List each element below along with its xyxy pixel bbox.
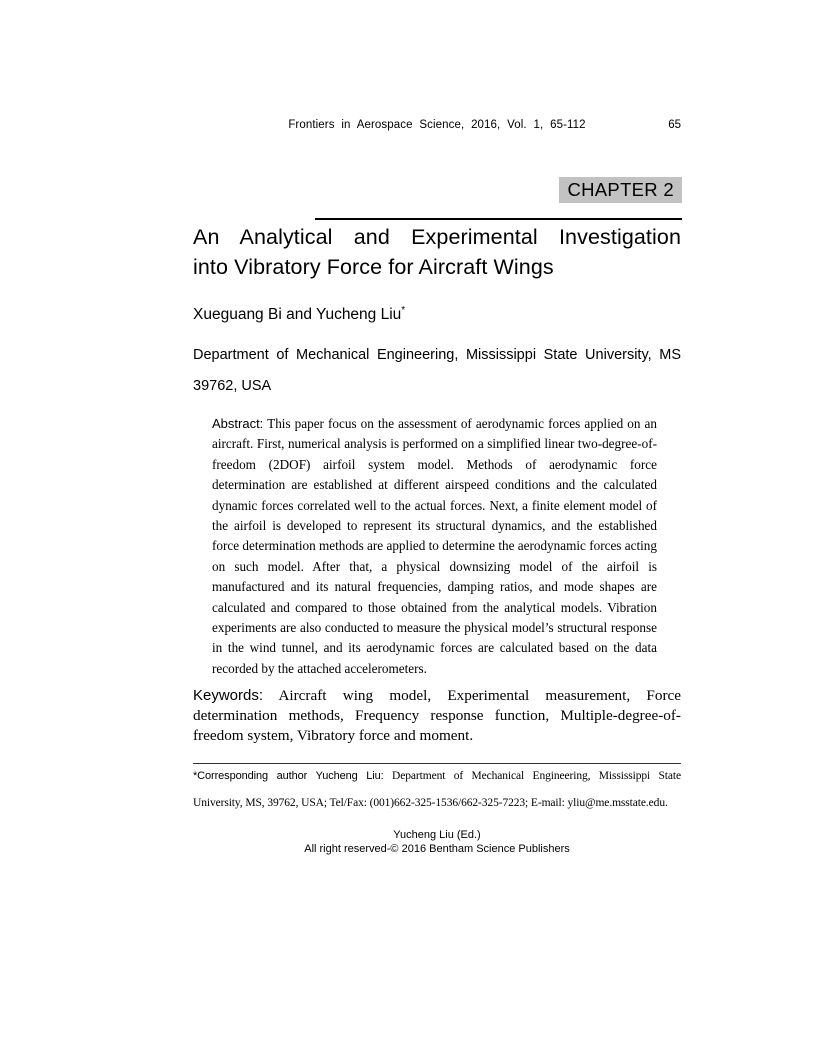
affiliation-line-2: 39762, USA <box>193 378 272 394</box>
book-footer <box>193 829 681 856</box>
author-names: Xueguang Bi and Yucheng Liu <box>193 306 402 323</box>
page-number: 65 <box>668 119 681 131</box>
chapter-badge: CHAPTER 2 <box>559 177 682 203</box>
abstract-label: Abstract: <box>212 416 264 431</box>
abstract-paragraph <box>212 414 657 679</box>
editor-line: Yucheng Liu (Ed.) <box>393 829 481 841</box>
affiliation <box>193 340 681 402</box>
copyright-line: All right reserved-© 2016 Bentham Science Publishers <box>304 842 570 855</box>
abstract-text: This paper focus on the assessment of aerodynamic forces applied on an aircraft. First, numerical analysis is performed on a simplified linear two-degree-of-freedom (2DOF) airfoil system model. Methods of aerodynamic force determination are established at different airspeed conditions and the calculated dynamic forces correlated well to the actual forces. Next, a finite element model of the airfoil is developed to represent its structural dynamics, and the established force determination methods are applied to determine the aerodynamic forces acting on such model. After that, a physical downsizing model of the airfoil is manufactured and its natural frequencies, damping ratios, and mode shapes are calculated and compared to those obtained from the analytical models. Vibration experiments are also conducted to measure the physical model’s structural response in the wind tunnel, and its aerodynamic forces are calculated based on the data recorded by the attached accelerometers. <box>212 416 657 676</box>
footnote-text: Department of Mechanical Engineering, Mississippi State University, MS, 39762, USA; Tel/Fax: (001)662-325-1536/662-325-7223; E-mail: yliu@me.msstate.edu. <box>193 770 682 809</box>
article-title <box>193 222 681 282</box>
page-content-area <box>193 0 681 1056</box>
corresponding-author-mark: * <box>401 305 406 316</box>
keywords-paragraph <box>193 686 681 745</box>
article-title-line-1: An Analytical and Experimental Investigation <box>193 225 681 249</box>
keywords-text: Aircraft wing model, Experimental measurement, Force determination methods, Frequency response function, Multiple-degree-of-freedom system, Vibratory force and moment. <box>193 687 681 744</box>
keywords-label: Keywords: <box>193 687 264 704</box>
title-rule <box>315 218 682 220</box>
affiliation-line-1: Department of Mechanical Engineering, Mississippi State University, MS <box>193 347 681 363</box>
article-title-line-2: into Vibratory Force for Aircraft Wings <box>193 255 554 279</box>
authors-line <box>193 301 681 325</box>
running-head: Frontiers in Aerospace Science, 2016, Vol. 1, 65-112 <box>288 119 586 131</box>
footnote-label: *Corresponding author Yucheng Liu: <box>193 770 384 782</box>
corresponding-author-footnote <box>193 763 681 816</box>
